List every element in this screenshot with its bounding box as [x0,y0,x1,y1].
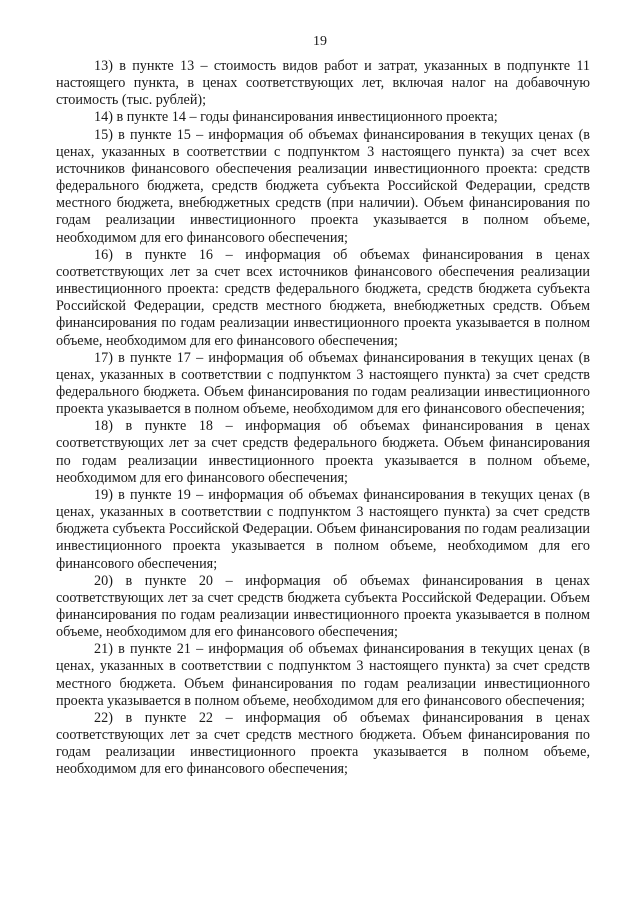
paragraph-item-14: 14) в пункте 14 – годы финансирования инвестиционного проекта; [94,109,498,126]
page-number: 19 [313,34,327,49]
paragraph-item-13: 13) в пункте 13 – стоимость видов работ и затрат, указанных в подпункте 11 настоящего пункта, в ценах соответствующих лет, включая налог на добавочную стоимость (тыс. рублей); [56,58,590,109]
paragraph-item-21: 21) в пункте 21 – информация об объемах финансирования в текущих ценах (в ценах, указанных в соответствии с подпунктом 3 настоящего пункта) за счет средств местного бюджета. Объем финансирования по годам реализации инвестиционного проекта указывается в полном объеме, необходимом для его финансового обеспечения; [56,641,590,709]
paragraph-item-17: 17) в пункте 17 – информация об объемах финансирования в текущих ценах (в ценах, указанных в соответствии с подпунктом 3 настоящего пункта) за счет средств федерального бюджета. Объем финансирования по годам реализации инвестиционного проекта указывается в полном объеме, необходимом для его финансового обеспечения; [56,349,590,418]
paragraph-item-15: 15) в пункте 15 – информация об объемах финансирования в текущих ценах (в ценах, указанных в соответствии с подпунктом 3 настоящего пункта) за счет всех источников финансового обеспечения реализации инвестиционного проекта: средств федерального бюджета, средств бюджета субъекта Российской Федерации, средств местного бюджета, внебюджетных средств (при наличии). Объем финансирования по годам реализации инвестиционного проекта указывается в полном объеме, необходимом для его финансового обеспечения; [56,126,590,246]
paragraph-item-19: 19) в пункте 19 – информация об объемах финансирования в текущих ценах (в ценах, указанных в соответствии с подпунктом 3 настоящего пункта) за счет средств бюджета субъекта Российской Федерации. Объем финансирования по годам реализации инвестиционного проекта указывается в полном объеме, необходимом для его финансового обеспечения; [56,486,590,572]
paragraph-item-20: 20) в пункте 20 – информация об объемах финансирования в ценах соответствующих лет за счет средств бюджета субъекта Российской Федерации. Объем финансирования по годам реализации инвестиционного проекта указывается в полном объеме, необходимом для его финансового обеспечения; [56,572,590,641]
paragraph-item-18: 18) в пункте 18 – информация об объемах финансирования в ценах соответствующих лет за счет средств федерального бюджета. Объем финансирования по годам реализации инвестиционного проекта указывается в полном объеме, необходимом для его финансового обеспечения; [56,418,590,486]
paragraph-item-22: 22) в пункте 22 – информация об объемах финансирования в ценах соответствующих лет за счет средств местного бюджета. Объем финансирования по годам реализации инвестиционного проекта указывается в полном объеме, необходимом для его финансового обеспечения; [56,709,590,778]
paragraph-item-16: 16) в пункте 16 – информация об объемах финансирования в ценах соответствующих лет за счет всех источников финансового обеспечения реализации инвестиционного проекта: средств федерального бюджета, средств бюджета субъекта Российской Федерации, средств местного бюджета, внебюджетных средств. Объем финансирования по годам реализации инвестиционного проекта указывается в полном объеме, необходимом для его финансового обеспечения; [56,246,590,349]
document-body [56,58,590,779]
